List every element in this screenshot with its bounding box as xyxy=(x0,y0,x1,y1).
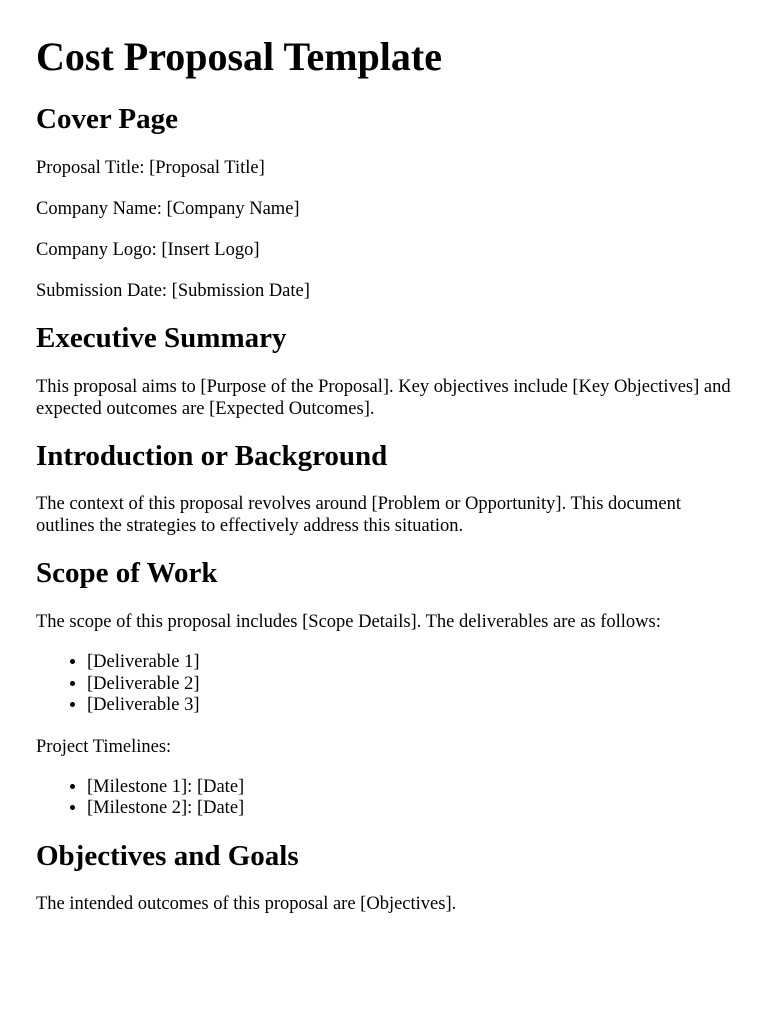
introduction-text: The context of this proposal revolves around [Problem or Opportunity]. This document outlines the strategies to effectively address this situation. xyxy=(36,494,681,537)
milestone-item: • [Milestone 1]: [Date] xyxy=(87,777,734,799)
submission-date-line: Submission Date: [Submission Date] xyxy=(36,280,310,301)
executive-summary-text: This proposal aims to [Purpose of the Proposal]. Key objectives include [Key Objectives] and expected outcomes are [Expected Outcomes]. xyxy=(36,376,731,419)
document-title: Cost Proposal Template xyxy=(36,34,442,79)
introduction-section xyxy=(36,439,734,538)
milestone-item: • [Milestone 2]: [Date] xyxy=(87,798,734,820)
cover-page-heading: Cover Page xyxy=(36,103,178,135)
objectives-goals-text: The intended outcomes of this proposal are [Objectives]. xyxy=(36,894,457,915)
deliverable-item: • [Deliverable 2] xyxy=(87,674,734,696)
executive-summary-section xyxy=(36,321,734,420)
executive-summary-heading: Executive Summary xyxy=(36,321,287,354)
scope-of-work-text: The scope of this proposal includes [Scope Details]. The deliverables are as follows: xyxy=(36,612,661,633)
deliverable-item: • [Deliverable 1] xyxy=(87,652,734,674)
company-logo-line: Company Logo: [Insert Logo] xyxy=(36,239,260,260)
scope-of-work-section xyxy=(36,556,734,819)
company-name-line: Company Name: [Company Name] xyxy=(36,198,300,219)
objectives-goals-section xyxy=(36,839,734,916)
milestones-list xyxy=(36,777,734,820)
scope-of-work-heading: Scope of Work xyxy=(36,557,218,590)
proposal-title-line: Proposal Title: [Proposal Title] xyxy=(36,157,265,178)
introduction-heading: Introduction or Background xyxy=(36,439,388,472)
project-timelines-label: Project Timelines: xyxy=(36,736,172,757)
deliverables-list xyxy=(36,652,734,717)
cover-page-section xyxy=(36,102,734,302)
deliverable-item: • [Deliverable 3] xyxy=(87,695,734,717)
objectives-goals-heading: Objectives and Goals xyxy=(36,839,299,872)
